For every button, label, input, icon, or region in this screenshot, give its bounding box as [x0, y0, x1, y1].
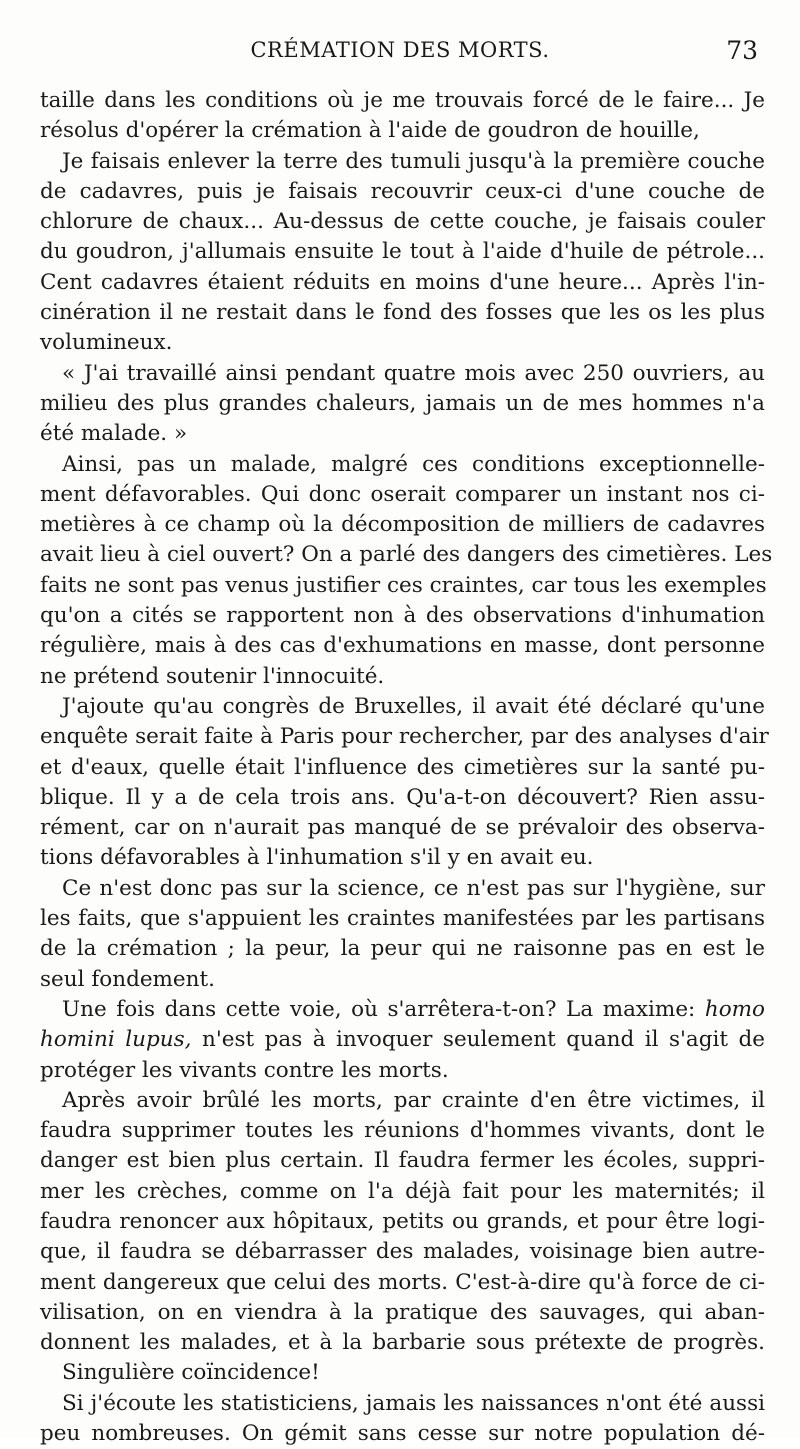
- text-line: faudra renoncer aux hôpitaux, petits ou grands, et pour être logi-: [40, 1208, 765, 1234]
- text-line: seul fondement.: [40, 966, 215, 992]
- text-line: qu'on a cités se rapportent non à des observations d'inhumation: [40, 603, 765, 629]
- text-line: protéger les vivants contre les morts.: [40, 1057, 449, 1083]
- text-line: et d'eaux, quelle était l'influence des cimetières sur la santé pu-: [40, 754, 765, 780]
- text-line: volumineux.: [40, 330, 173, 356]
- text-line: Si j'écoute les statisticiens, jamais les naissances n'ont été aussi: [62, 1390, 765, 1416]
- text-line: que, il faudra se débarrasser des malades, voisinage bien autre-: [40, 1239, 765, 1265]
- text-line: régulière, mais à des cas d'exhumations en masse, dont personne: [40, 633, 765, 659]
- body-text: [40, 86, 773, 1449]
- text-line: danger est bien plus certain. Il faudra fermer les écoles, suppri-: [40, 1148, 765, 1174]
- text-line: milieu des plus grandes chaleurs, jamais un de mes hommes n'a: [40, 390, 765, 416]
- text-line: taille dans les conditions où je me trouvais forcé de le faire... Je: [40, 88, 765, 113]
- text-line: ment défavorables. Qui donc oserait comparer un instant nos ci-: [40, 481, 765, 507]
- text-line: mer les crèches, comme on l'a déjà fait pour les maternités; il: [40, 1178, 765, 1204]
- italic-term: homini lupus,: [40, 1027, 192, 1053]
- text-line: enquête serait faite à Paris pour rechercher, par des analyses d'air: [40, 724, 769, 750]
- text-line: vilisation, on en viendra à la pratique des sauvages, qui aban-: [40, 1299, 765, 1325]
- text-line: tions défavorables à l'inhumation s'il y en avait eu.: [40, 845, 594, 871]
- text-line: chlorure de chaux... Au-dessus de cette couche, je faisais couler: [40, 209, 765, 235]
- text-line: résolus d'opérer la crémation à l'aide de goudron de houille,: [40, 118, 700, 144]
- text-line: les faits, que s'appuient les craintes manifestées par les partisans: [40, 906, 765, 932]
- text-line: Ce n'est donc pas sur la science, ce n'est pas sur l'hygiène, sur: [62, 875, 765, 901]
- italic-term: homo: [704, 996, 765, 1022]
- text-segment: Une fois dans cette voie, où s'arrêtera-t-on? La maxime:: [62, 996, 696, 1022]
- text-line: blique. Il y a de cela trois ans. Qu'a-t-on découvert? Rien assu-: [40, 784, 765, 810]
- running-title: CRÉMATION DES MORTS.: [250, 38, 550, 62]
- text-line: J'ajoute qu'au congrès de Bruxelles, il avait été déclaré qu'une: [62, 693, 765, 719]
- text-line: faudra supprimer toutes les réunions d'hommes vivants, dont le: [40, 1118, 765, 1144]
- text-line: Ainsi, pas un malade, malgré ces conditions exceptionnelle-: [62, 451, 765, 477]
- page-number: 73: [726, 36, 758, 65]
- text-line: de cadavres, puis je faisais recouvrir ceux-ci d'une couche de: [40, 178, 765, 204]
- text-line-with-italic: [40, 995, 765, 1025]
- text-line: faits ne sont pas venus justifier ces craintes, car tous les exemples: [40, 572, 767, 598]
- running-head: [40, 36, 760, 72]
- text-line: de la crémation ; la peur, la peur qui ne raisonne pas en est le: [40, 936, 765, 962]
- text-line: metières à ce champ où la décomposition de milliers de cadavres: [40, 512, 765, 538]
- text-line: donnent les malades, et à la barbarie sous prétexte de progrès.: [40, 1330, 765, 1356]
- text-line-with-italic: [40, 1025, 765, 1055]
- text-segment: n'est pas à invoquer seulement quand il s'agit de: [201, 1027, 765, 1053]
- text-line: été malade. »: [40, 421, 188, 447]
- text-line: ne prétend soutenir l'innocuité.: [40, 663, 385, 689]
- text-line: « J'ai travaillé ainsi pendant quatre mois avec 250 ouvriers, au: [62, 360, 765, 386]
- text-line: cinération il ne restait dans le fond des fosses que les os les plus: [40, 300, 765, 326]
- text-line: Singulière coïncidence!: [62, 1360, 320, 1386]
- text-line: avait lieu à ciel ouvert? On a parlé des dangers des cimetières. Les: [40, 542, 773, 568]
- text-line: Cent cadavres étaient réduits en moins d'une heure... Après l'in-: [40, 269, 765, 295]
- text-line: ment dangereux que celui des morts. C'est-à-dire qu'à force de ci-: [40, 1269, 765, 1295]
- text-line: Je faisais enlever la terre des tumuli jusqu'à la première couche: [62, 148, 765, 174]
- text-line: rément, car on n'aurait pas manqué de se prévaloir des observa-: [40, 815, 765, 841]
- text-line: du goudron, j'allumais ensuite le tout à l'aide d'huile de pétrole...: [40, 239, 765, 265]
- text-line: peu nombreuses. On gémit sans cesse sur notre population dé-: [40, 1421, 765, 1447]
- text-line: Après avoir brûlé les morts, par crainte d'en être victimes, il: [62, 1087, 765, 1113]
